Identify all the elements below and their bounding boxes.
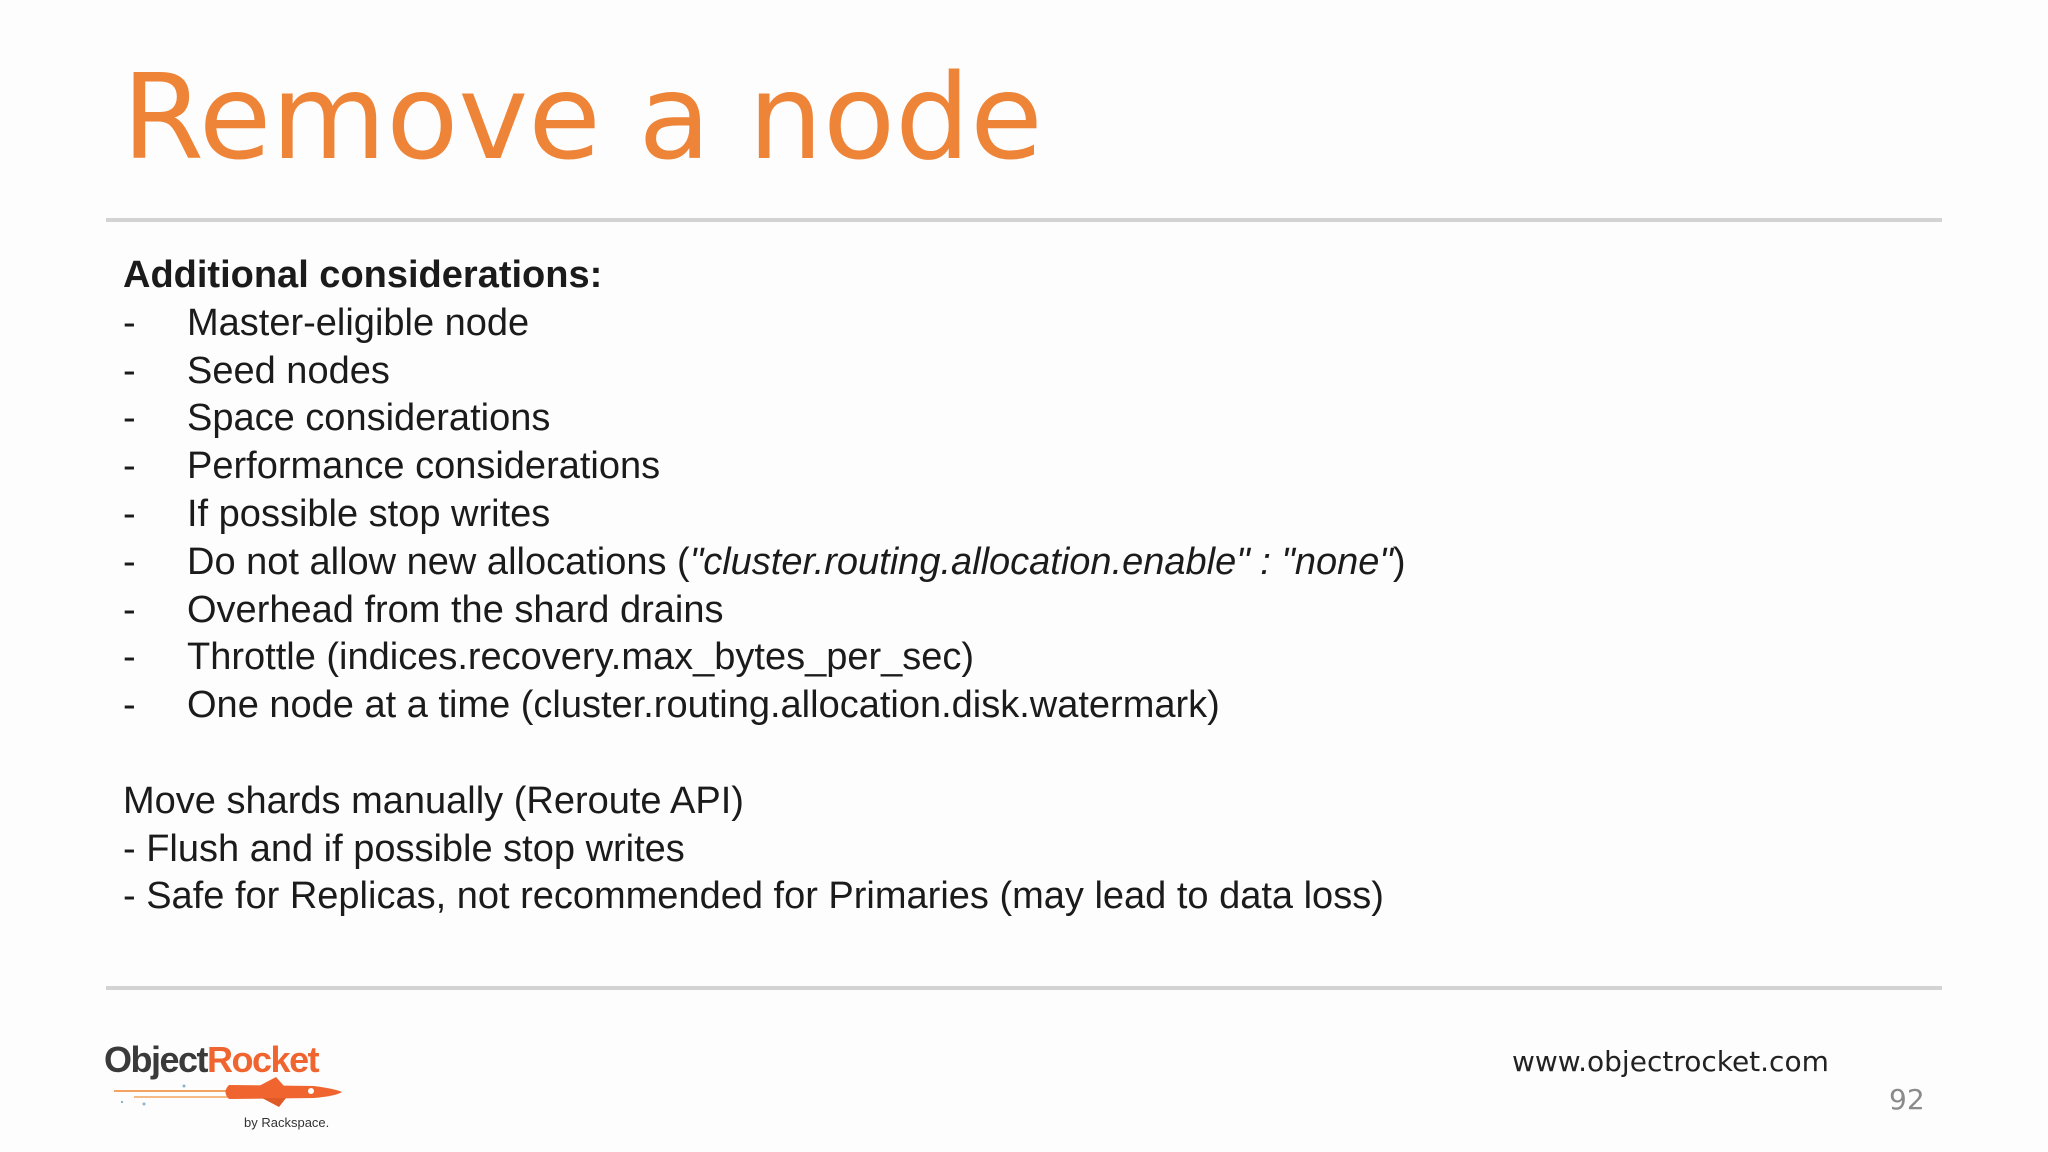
list-dash: - — [123, 636, 136, 679]
list-item — [123, 682, 1903, 730]
list-item — [123, 539, 1903, 587]
website-url: www.objectrocket.com — [1512, 1045, 1829, 1078]
list-dash: - — [123, 397, 136, 440]
list-dash: - — [123, 540, 136, 583]
list-item-text-start: Do not allow new allocations ( — [187, 540, 690, 583]
reroute-heading: Move shards manually (Reroute API) — [123, 779, 744, 822]
list-item-text: Space considerations — [187, 397, 551, 440]
list-item-text: Master-eligible node — [187, 301, 530, 344]
list-dash: - — [123, 301, 136, 344]
list-dash: - — [123, 492, 136, 535]
list-item — [123, 587, 1903, 635]
title-divider — [106, 218, 1942, 222]
rocket-icon — [114, 1076, 354, 1116]
list-item-text: Performance considerations — [187, 445, 661, 488]
list-item-text: One node at a time (cluster.routing.allocation.disk.watermark) — [187, 684, 1220, 727]
logo-subtitle: by Rackspace. — [244, 1115, 330, 1130]
list-item — [123, 348, 1903, 396]
logo-wordmark: ObjectRocket — [104, 1039, 319, 1080]
objectrocket-logo — [104, 1039, 344, 1134]
list-item-text: Seed nodes — [187, 349, 390, 392]
list-item — [123, 395, 1903, 443]
considerations-heading: Additional considerations: — [123, 254, 603, 296]
list-dash: - — [123, 588, 136, 631]
paragraph-spacer — [123, 730, 1903, 778]
list-item — [123, 491, 1903, 539]
list-item-text-end: ) — [1392, 540, 1406, 583]
slide-title: Remove a node — [122, 48, 1043, 186]
reroute-line: - Safe for Replicas, not recommended for Primaries (may lead to data loss) — [123, 875, 1384, 918]
list-dash: - — [123, 445, 136, 488]
list-item-text: If possible stop writes — [187, 492, 551, 535]
list-dash: - — [123, 349, 136, 392]
list-dash: - — [123, 684, 136, 727]
footer-divider — [106, 986, 1942, 990]
slide-body — [123, 252, 1903, 921]
list-item-text: Overhead from the shard drains — [187, 588, 724, 631]
list-item — [123, 634, 1903, 682]
list-item-text: Throttle (indices.recovery.max_bytes_per_sec) — [187, 636, 975, 679]
config-setting-italic: "cluster.routing.allocation.enable" : "none" — [689, 540, 1393, 583]
list-item — [123, 443, 1903, 491]
page-number: 92 — [1889, 1083, 1925, 1116]
reroute-line: - Flush and if possible stop writes — [123, 827, 685, 870]
list-item-text — [187, 539, 1406, 587]
list-item — [123, 300, 1903, 348]
